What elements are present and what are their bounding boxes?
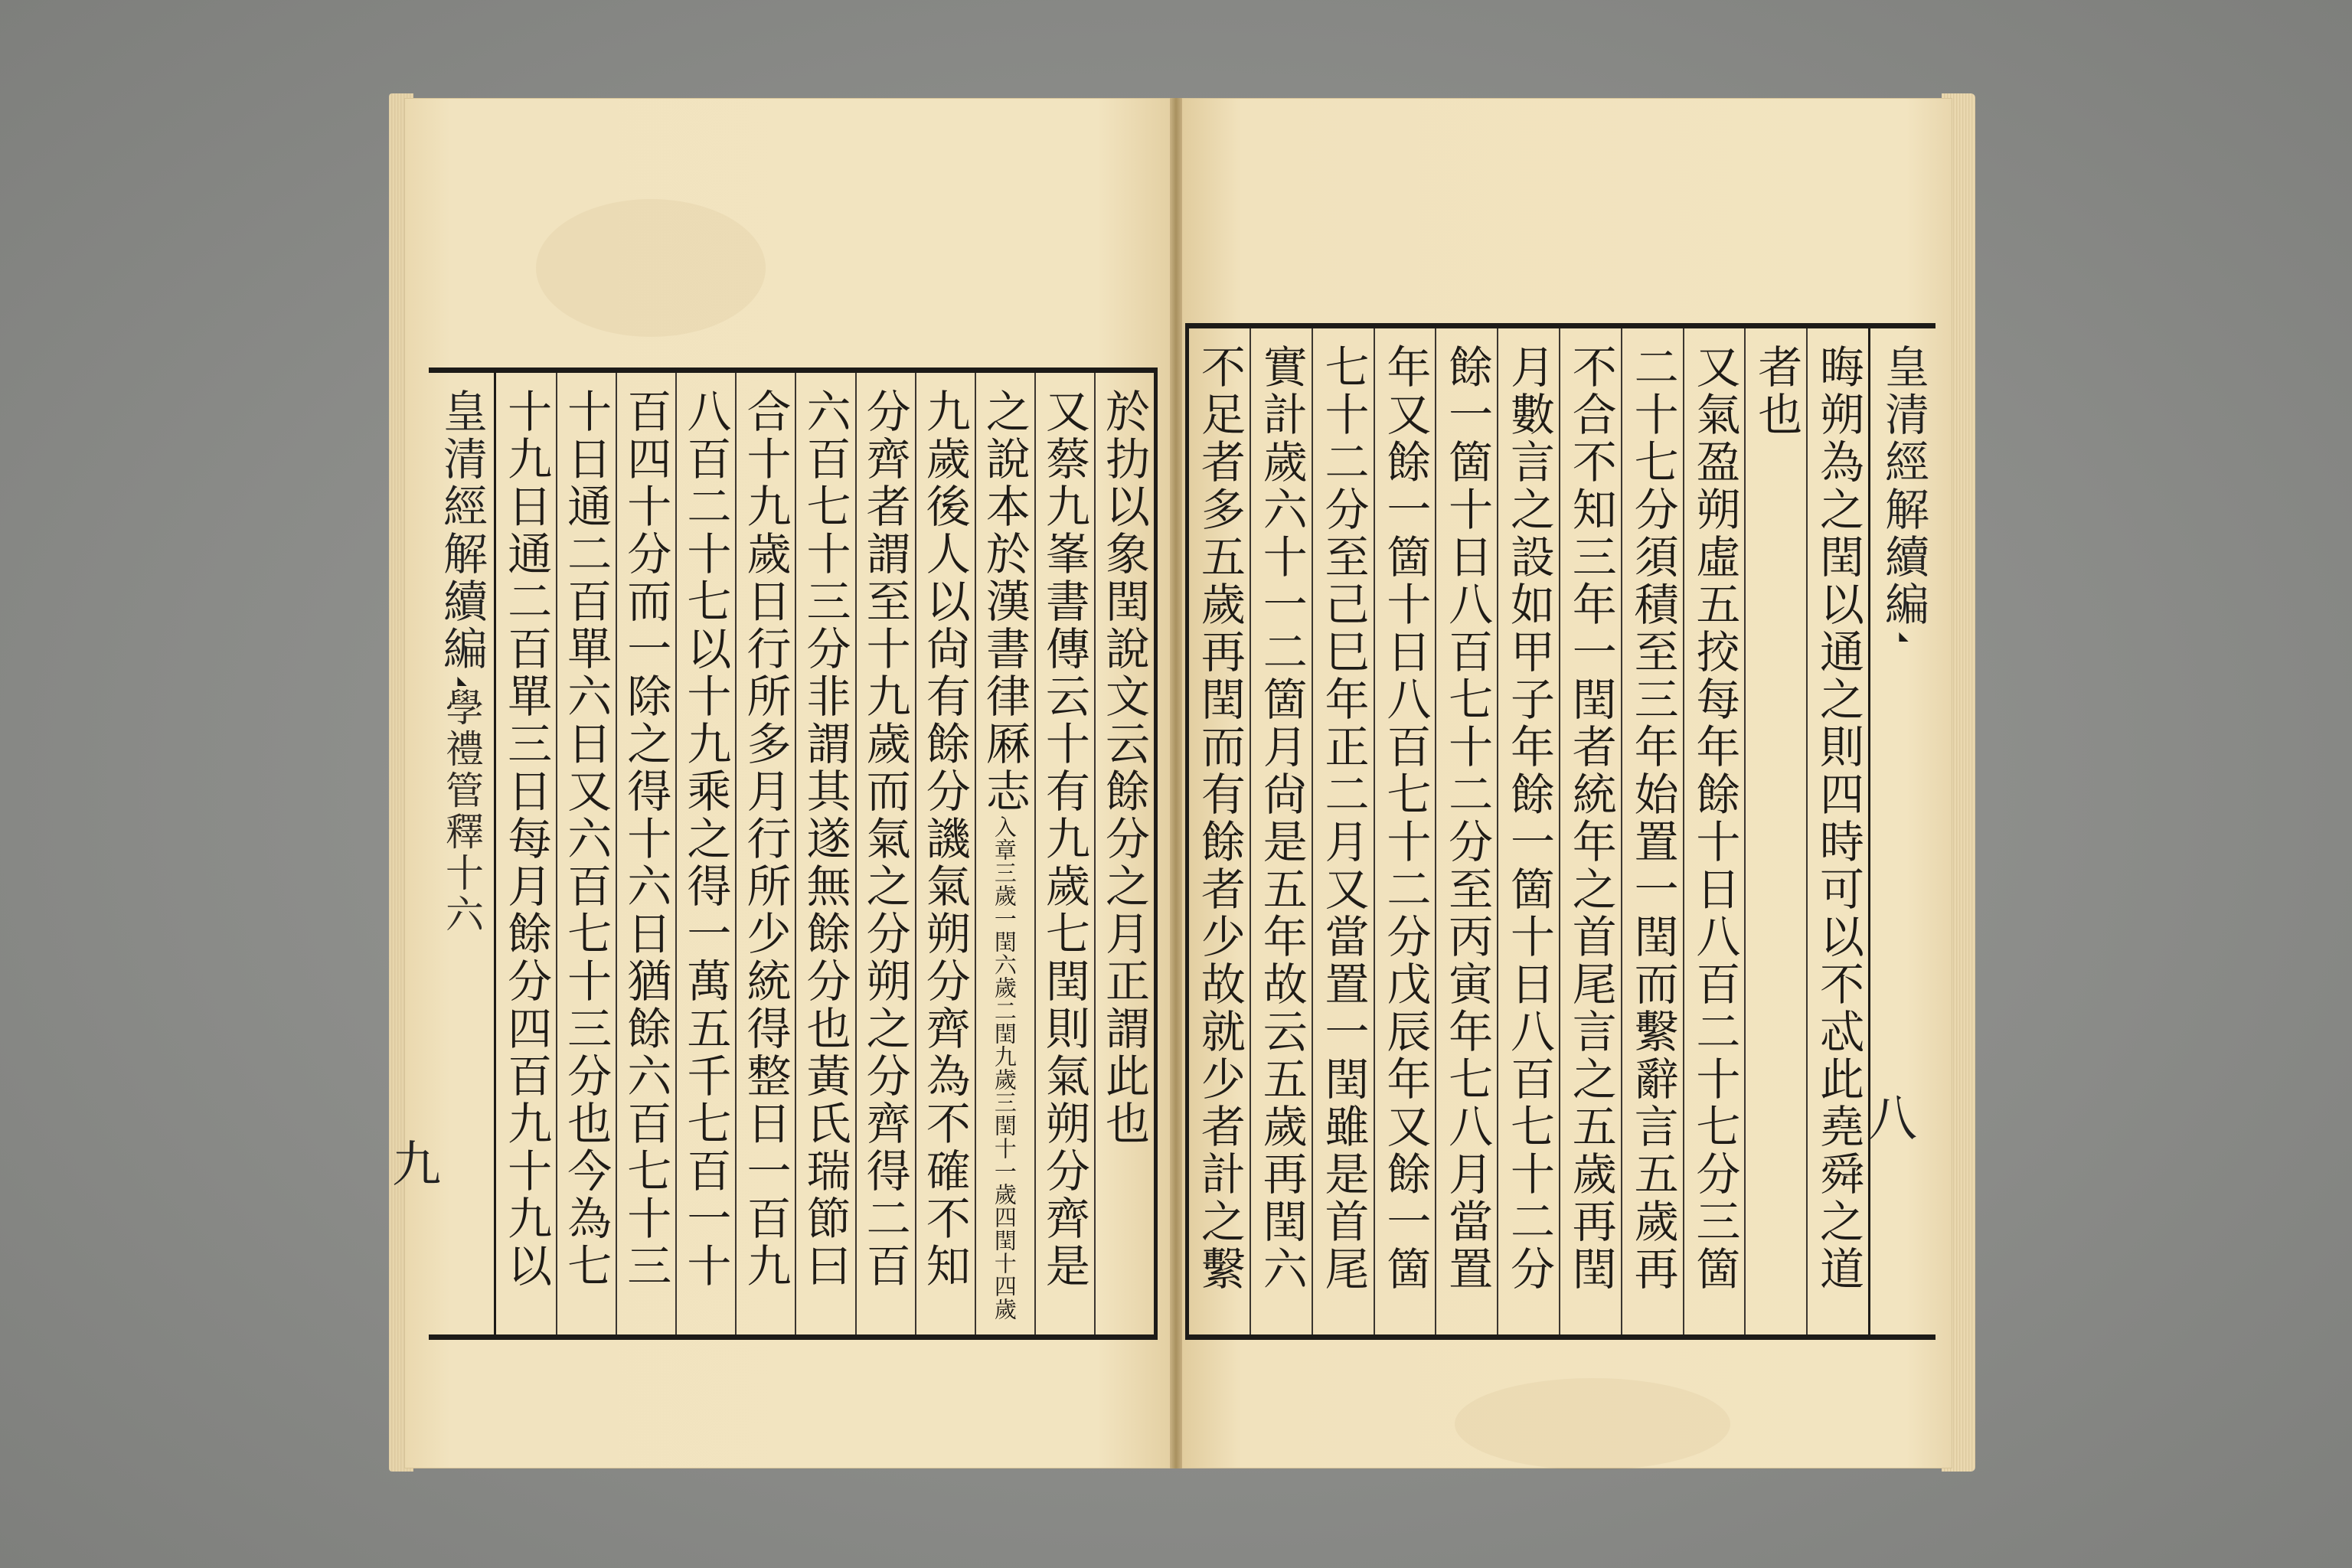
- text-column: 十日通二百單六日又六百七十三分也今為七: [556, 373, 616, 1334]
- text-column: 月數言之設如甲子年餘一箇十日八百七十二分: [1497, 328, 1559, 1334]
- text-column: 餘一箇十日八百七十二分至丙寅年七八月當置: [1435, 328, 1497, 1334]
- text-column: 實計歲六十一二箇月尙是五年故云五歲再閏六: [1250, 328, 1312, 1334]
- text-column: 不合不知三年一閏者統年之首尾言之五歲再閏: [1559, 328, 1621, 1334]
- fishtail-marker-icon: ◣: [1896, 629, 1911, 643]
- text-column: 合十九歲日行所多月行所少統得整日一百九: [735, 373, 795, 1334]
- left-page-number: 九: [392, 1137, 441, 1194]
- left-text-frame: [429, 368, 1158, 1340]
- right-running-title: 皇清經解續編: [1877, 344, 1929, 629]
- text-column: 六百七十三分非謂其遂無餘分也黃氏瑞節曰: [795, 373, 854, 1334]
- text-column: 不足者多五歲再閏而有餘者少故就少者計之繫: [1193, 344, 1246, 1293]
- text-column: 又氣盈朔虛五挍每年餘十日八百二十七分三箇: [1683, 328, 1745, 1334]
- text-column: 晦朔為之閏以通之則四時可以不忒此堯舜之道: [1806, 328, 1868, 1334]
- text-column: 七十二分至己巳年正二月又當置一閏雖是首尾: [1312, 328, 1374, 1334]
- text-column: 十九日通二百單三日每月餘分四百九十九以: [500, 388, 553, 1290]
- text-column: 二十七分須積至三年始置一閏而繫辭言五歲再: [1621, 328, 1683, 1334]
- left-columns: [498, 373, 1154, 1334]
- text-column: 者也: [1744, 328, 1806, 1334]
- left-running-title: 皇清經解續編: [436, 388, 488, 673]
- right-columns: [1189, 328, 1868, 1334]
- left-section-title: 學禮管釋十六: [439, 688, 484, 936]
- text-column: 年又餘一箇十日八百七十二分戊辰年又餘一箇: [1374, 328, 1436, 1334]
- right-text-frame: [1185, 323, 1936, 1340]
- book-gutter: [1170, 98, 1182, 1468]
- paper-stain: [536, 199, 766, 337]
- right-margin-strip: [1868, 328, 1936, 1334]
- text-column: 分齊者謂至十九歲而氣之分朔之分齊得二百: [855, 373, 915, 1334]
- text-column: 於扐以象閏說文云餘分之月正謂此也: [1094, 373, 1154, 1334]
- right-page-number: 八: [1868, 1091, 1917, 1148]
- text-column: 又蔡九峯書傳云十有九歲七閏則氣朔分齊是: [1034, 373, 1094, 1334]
- text-column: 九歲後人以尙有餘分譏氣朔分齊為不確不知: [915, 373, 975, 1334]
- text-column: 八百二十七以十九乘之得一萬五千七百一十: [675, 373, 735, 1334]
- fishtail-marker-icon: ◣: [455, 673, 469, 688]
- text-column: 之說本於漢書律厤志入章三歲一閏六歲二閏九歲三閏十一歲四閏十四歲: [975, 373, 1034, 1334]
- text-column: 百四十分而一除之得十六日猶餘六百七十三: [616, 373, 675, 1334]
- paper-stain: [1455, 1378, 1730, 1470]
- interlinear-note: 入章三歲一閏六歲二閏九歲三閏十一歲四閏十四歲: [991, 815, 1018, 1321]
